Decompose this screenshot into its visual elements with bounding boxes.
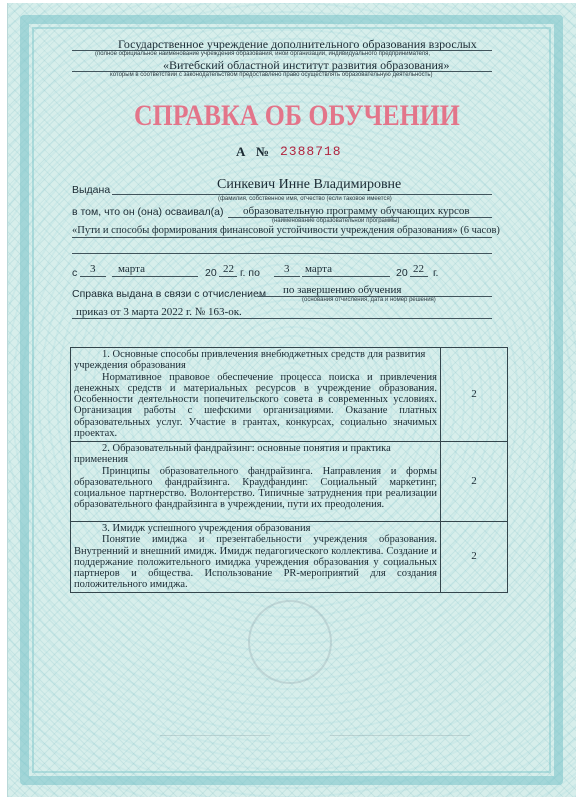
date-to-year-underline [410,276,428,277]
program-underline-3 [72,253,492,254]
reason-value: по завершению обучения [283,284,402,296]
date-to-year: 22 [413,263,424,275]
program-underline-2 [72,237,492,238]
date-from-year: 22 [223,263,234,275]
program-name: «Пути и способы формирования финансовой устойчивости учреждения образования» (6 часов) [72,225,500,236]
faint-signature-line [160,735,270,736]
document-title: СПРАВКА ОБ ОБУЧЕНИИ [134,99,460,132]
module-heading: 3. Имидж успешного учреждения образования [102,523,311,534]
module-description: Понятие имиджа и презентабельности учреждения образования. Внутренний и внешний имидж. Имидж педагогического коллектива. Создание и поддержание положительного имиджа учреждения образования у социальных партнеров и общества. Использование PR-мероприятий для создания положительного имиджа. [74,534,437,591]
date-from-month: марта [118,263,145,275]
table-row [71,442,508,522]
faint-stamp-mark [248,600,332,684]
date-from-month-underline [112,276,198,277]
table-row [71,522,508,593]
module-cell [71,348,441,442]
module-cell [71,522,441,593]
reason-order: приказ от 3 марта 2022 г. № 163-ок. [76,306,242,318]
date-from-century: 20 [205,267,217,279]
program-caption: (наименование образовательной программы) [272,218,400,224]
module-hours: 2 [441,348,508,442]
module-heading: 2. Образовательный фандрайзинг: основные понятия и практика применения [74,443,391,466]
date-to-century: 20 [396,267,408,279]
date-to-day: 3 [284,263,290,275]
date-from-prefix: с [72,267,78,279]
serial-number-sign: № [256,144,270,159]
institution-name-line1: Государственное учреждение дополнительного образования взрослых [118,37,477,51]
table-row [71,348,508,442]
module-cell [71,442,441,522]
date-mid-text: г. по [240,267,260,279]
serial-series: А [236,144,246,159]
institution-name-line2: «Витебский областной институт развития образования» [163,58,450,72]
modules-table [70,347,508,593]
date-from-day: 3 [90,263,96,275]
reason-caption: (основания отчисления, дата и номер решения) [302,297,436,303]
issued-caption: (фамилия, собственное имя, отчество (если таковое имеется) [218,196,392,202]
date-to-day-underline [274,276,300,277]
date-to-month: марта [305,263,332,275]
institution-caption-2: которым в соответствии с законодательством предоставлено право осуществлять образовательную деятельность) [110,72,433,78]
program-label: в том, что он (она) осваивал(а) [72,206,224,218]
issued-name: Синкевич Инне Владимировне [217,177,402,192]
module-description: Нормативное правовое обеспечение процесса поиска и привлечения денежных средств и материальных ресурсов в учреждение образования. Особенности деятельности попечительского совета в современных условиях. Организация работы с шефскими организациями. Оказание платных образовательных услуг. Участие в грантах, конкурсах, социально значимых проектах. [74,371,437,440]
faint-signature-line [330,735,470,736]
date-from-day-underline [80,276,106,277]
issued-label: Выдана [72,184,111,196]
date-from-year-underline [219,276,237,277]
module-description: Принципы образовательного фандрайзинга. Направления и формы образовательного фандрайзинга. Краудфандинг. Социальный маркетинг, социальное партнерство. Волонтерство. Типичные затруднения при реализации образовательного фандрайзинга в учреждении, пути их преодоления. [74,465,437,511]
module-hours: 2 [441,522,508,593]
program-value: образовательную программу обучающих курсов [243,205,470,217]
module-hours: 2 [441,442,508,522]
issued-underline [112,194,492,195]
serial-number: 2388718 [280,144,342,159]
date-suffix: г. [433,267,439,279]
date-to-month-underline [302,276,390,277]
order-underline [72,318,492,319]
module-heading: 1. Основные способы привлечения внебюджетных средств для развития учреждения образования [74,349,426,372]
reason-label: Справка выдана в связи с отчислением [72,288,267,300]
institution-caption-1: (полное официальное наименование учреждения образования, иной организации, индивидуального предпринимателя, [95,51,431,57]
